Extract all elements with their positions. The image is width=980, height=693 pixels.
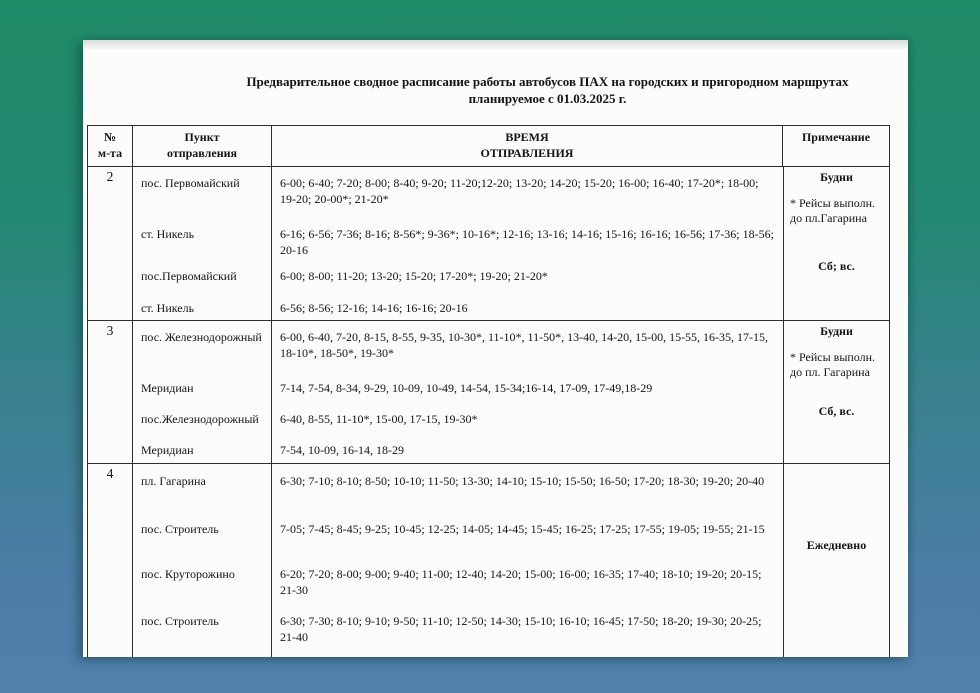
route-block-4 [88,464,889,657]
departure-times: 6-30; 7-30; 8-10; 9-10; 9-50; 11-10; 12-50; 14-30; 15-10; 16-10; 16-45; 17-50; 18-20; 19-30; 20-25; 21-40 [280,614,762,644]
note-weekday: Будни [820,324,853,338]
departure-point: пос.Железнодорожный [133,401,272,431]
table-row [133,373,783,401]
page-title-line2: планируемое с 01.03.2025 г. [468,91,627,106]
departure-point: пос. Круторожино [133,557,272,602]
header-departure-point: Пункт отправления [133,126,272,166]
departure-times: 6-20; 7-20; 8-00; 9-00; 9-40; 11-00; 12-40; 14-20; 15-00; 16-00; 16-35; 17-40; 18-10; 19-20; 20-15; 21-30 [280,567,762,597]
departure-times: 6-00, 6-40, 7-20, 8-15, 8-55, 9-35, 10-30*, 11-10*, 11-50*, 13-40, 14-20, 15-00, 15-55, 16-35, 17-15, 18-10*, 18-50*, 19-30* [280,330,769,360]
departure-point: пос. Первомайский [133,167,272,219]
departure-point: пос. Строитель [133,512,272,557]
route-rows [133,321,783,463]
header-departure-time: ВРЕМЯ ОТПРАВЛЕНИЯ [272,126,783,166]
note-footnote: * Рейсы выполн. до пл. Гагарина [790,350,876,379]
route-number: 2 [88,167,133,320]
table-row [133,292,783,320]
note-cell [783,464,889,657]
departure-point: пос. Железнодорожный [133,321,272,373]
table-row [133,557,783,602]
departure-point: пл. Гагарина [133,464,272,512]
departure-point: ст. Никель [133,219,272,265]
document-page [83,40,908,657]
note-footnote: * Рейсы выполн. до пл.Гагарина [790,196,876,225]
page-title-line1: Предварительное сводное расписание работы автобусов ПАХ на городских и пригородном маршрутах [246,74,849,89]
table-header-row [88,126,889,167]
route-rows [133,167,783,320]
route-block-2 [88,167,889,321]
route-number: 3 [88,321,133,463]
departure-times: 6-30; 7-10; 8-10; 8-50; 10-10; 11-50; 13-30; 14-10; 15-10; 15-50; 16-50; 17-20; 18-30; 19-20; 20-40 [280,474,765,488]
route-block-3 [88,321,889,464]
note-weekend: Сб; вс. [818,259,855,273]
header-note: Примечание [801,130,871,144]
departure-point: пос. Строитель [133,602,272,657]
table-row [133,431,783,463]
table-row [133,219,783,265]
departure-times: 6-56; 8-56; 12-16; 14-16; 16-16; 20-16 [280,301,468,315]
departure-times: 7-14, 7-54, 8-34, 9-29, 10-09, 10-49, 14-54, 15-34;16-14, 17-09, 17-49,18-29 [280,381,653,395]
schedule-table [87,125,890,657]
departure-times: 7-54, 10-09, 16-14, 18-29 [280,443,404,457]
departure-times: 6-16; 6-56; 7-36; 8-16; 8-56*; 9-36*; 10-16*; 12-16; 13-16; 14-16; 15-16; 16-16; 16-56; 17-36; 18-56; 20-16 [280,227,774,257]
departure-times: 7-05; 7-45; 8-45; 9-25; 10-45; 12-25; 14-05; 14-45; 15-45; 16-25; 17-25; 17-55; 19-05; 19-55; 21-15 [280,522,765,536]
table-row [133,512,783,557]
table-row [133,167,783,219]
departure-times: 6-00; 6-40; 7-20; 8-00; 8-40; 9-20; 11-20;12-20; 13-20; 14-20; 15-20; 16-00; 16-40; 17-20*; 18-00; 19-20; 20-00*; 21-20* [280,176,759,206]
departure-point: ст. Никель [133,292,272,320]
note-cell [783,167,889,320]
table-row [133,464,783,512]
departure-point: Меридиан [133,373,272,401]
route-number: 4 [88,464,133,657]
departure-times: 6-00; 8-00; 11-20; 13-20; 15-20; 17-20*; 19-20; 21-20* [280,269,548,283]
note-weekday: Будни [820,170,853,184]
departure-point: пос.Первомайский [133,265,272,292]
table-row [133,321,783,373]
table-row [133,401,783,431]
table-row [133,602,783,657]
page-title [83,73,904,107]
table-row [133,265,783,292]
departure-point: Меридиан [133,431,272,463]
note-cell [783,321,889,463]
note-daily: Ежедневно [806,538,867,552]
departure-times: 6-40, 8-55, 11-10*, 15-00, 17-15, 19-30* [280,412,478,426]
route-rows [133,464,783,657]
note-weekend: Сб, вс. [818,404,855,418]
header-route-number: № м-та [88,126,133,166]
